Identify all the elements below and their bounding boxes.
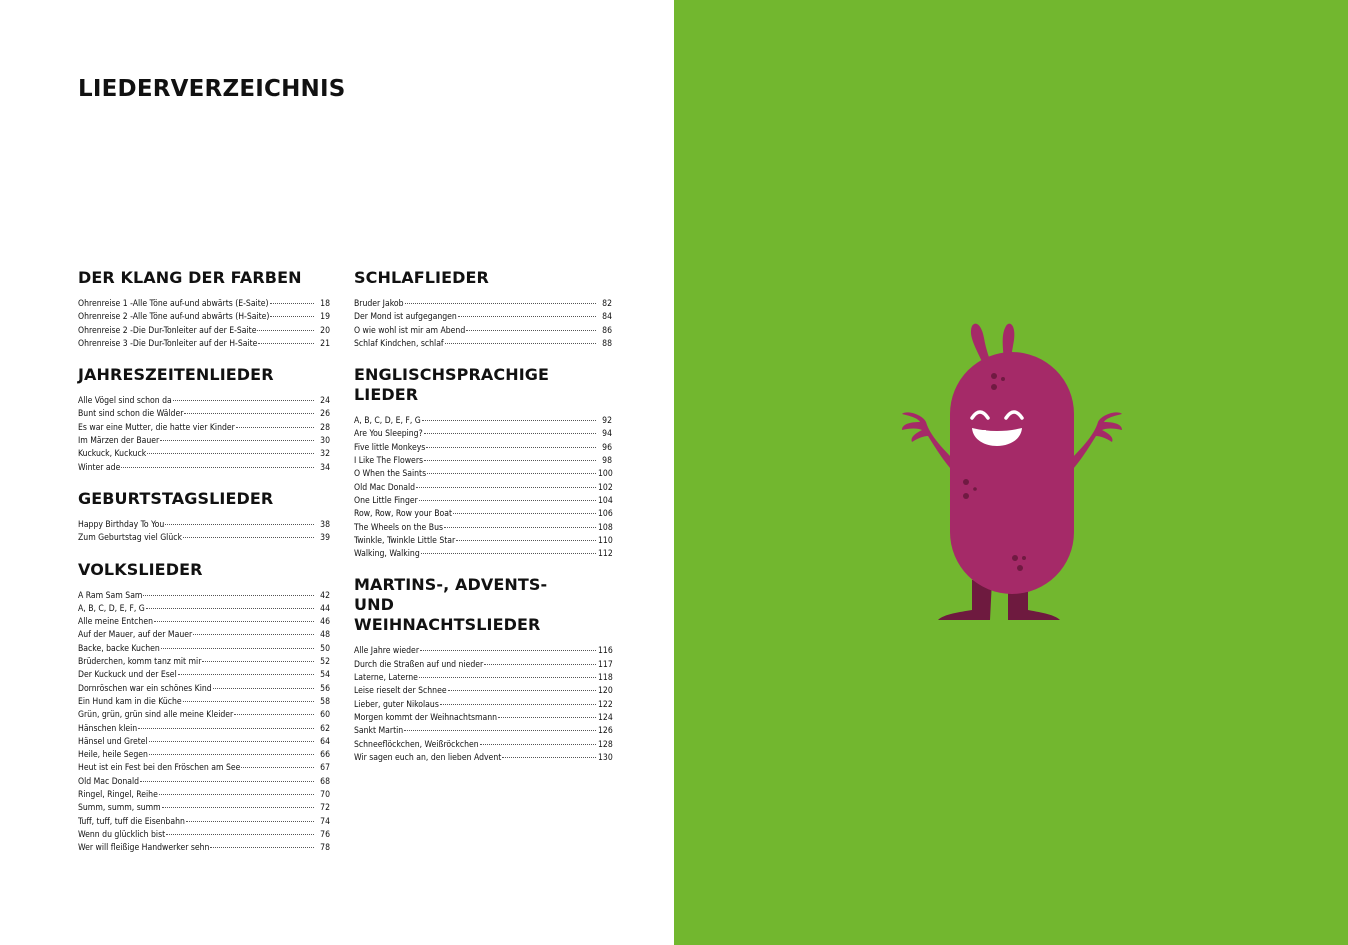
toc-entry-page: 52 (320, 657, 330, 668)
toc-entry (78, 816, 330, 829)
section-title: VOLKSLIEDER (78, 559, 203, 579)
toc-entry-page: 44 (320, 603, 330, 614)
toc-entry-title: Bruder Jakob (354, 299, 404, 309)
toc-leader-dots (160, 440, 314, 441)
toc-leader-dots (270, 316, 314, 317)
toc-leader-dots (498, 717, 596, 718)
toc-entry-title: Laterne, Laterne (354, 673, 418, 684)
toc-entry-title: Ohrenreise 2 -Alle Töne auf-und abwärts (H-Saite) (78, 312, 270, 323)
toc-entry-title: Backe, backe Kuchen (78, 643, 160, 654)
toc-entry (78, 519, 330, 532)
toc-entry-title: Morgen kommt der Weihnachtsmann (354, 712, 498, 723)
page-title: LIEDERVERZEICHNIS (78, 76, 346, 102)
monster-body (950, 352, 1074, 594)
section-title: JAHRESZEITENLIEDER (78, 365, 274, 385)
toc-entry (78, 311, 330, 324)
toc-section (354, 268, 612, 351)
toc-entry-page: 67 (320, 763, 330, 774)
toc-entry-title: Wer will fleißige Handwerker sehn (78, 843, 210, 854)
toc-entry (78, 590, 330, 603)
toc-list (354, 415, 612, 561)
toc-entry-page: 20 (320, 325, 330, 336)
toc-entry-page: 124 (598, 712, 613, 723)
toc-entry (354, 548, 612, 561)
toc-entry-title: A, B, C, D, E, F, G (354, 416, 421, 427)
toc-entry-title: Ringel, Ringel, Reihe (78, 790, 158, 801)
toc-entry-title: Tuff, tuff, tuff die Eisenbahn (78, 816, 185, 827)
toc-entry (354, 712, 612, 725)
toc-entry (78, 395, 330, 408)
toc-entry-page: 126 (598, 726, 613, 737)
toc-entry-title: Dornröschen war ein schönes Kind (78, 683, 212, 694)
toc-entry (354, 415, 612, 428)
toc-entry (78, 696, 330, 709)
toc-entry (354, 495, 612, 508)
toc-entry (354, 645, 612, 658)
toc-leader-dots (162, 807, 314, 808)
toc-entry (78, 669, 330, 682)
toc-entry (78, 723, 330, 736)
toc-leader-dots (121, 467, 314, 468)
toc-entry-page: 32 (320, 449, 330, 460)
toc-entry-title: Sankt Martin (354, 726, 404, 737)
toc-leader-dots (444, 527, 596, 528)
toc-entry-page: 66 (320, 750, 330, 761)
toc-entry-title: Wenn du glücklich bist (78, 829, 166, 840)
toc-entry (78, 789, 330, 802)
toc-leader-dots (448, 690, 596, 691)
toc-leader-dots (213, 688, 314, 689)
toc-entry-page: 86 (602, 325, 612, 336)
toc-entry-title: Wir sagen euch an, den lieben Advent (354, 752, 502, 763)
toc-list (354, 298, 612, 351)
toc-leader-dots (257, 330, 314, 331)
toc-entry (354, 298, 612, 311)
toc-entry-page: 72 (320, 803, 330, 814)
toc-entry-page: 19 (320, 312, 330, 323)
toc-entry (78, 749, 330, 762)
section-title: ENGLISCHSPRACHIGE LIEDER (354, 365, 550, 405)
toc-entry-page: 50 (320, 643, 330, 654)
toc-entry (78, 603, 330, 616)
toc-entry (78, 656, 330, 669)
toc-entry-title: Lieber, guter Nikolaus (354, 699, 439, 710)
toc-entry (78, 709, 330, 722)
toc-entry-title: A, B, C, D, E, F, G (78, 603, 145, 614)
toc-entry-page: 78 (320, 843, 330, 854)
toc-entry-page: 112 (598, 549, 613, 560)
toc-entry-page: 26 (320, 409, 330, 420)
toc-leader-dots (165, 524, 314, 525)
toc-entry (78, 776, 330, 789)
toc-entry-page: 58 (320, 696, 330, 707)
toc-leader-dots (405, 303, 596, 304)
toc-entry-title: Zum Geburtstag viel Glück (78, 533, 182, 544)
toc-entry-title: Es war eine Mutter, die hatte vier Kinder (78, 422, 235, 433)
toc-entry-title: Grün, grün, grün sind alle meine Kleider (78, 710, 234, 721)
toc-entry-title: Ohrenreise 2 -Die Dur-Tonleiter auf der E-Saite (78, 325, 257, 336)
toc-entry (78, 448, 330, 461)
toc-leader-dots (484, 664, 596, 665)
toc-entry-title: Hänschen klein (78, 723, 138, 734)
toc-leader-dots (270, 303, 314, 304)
toc-entry-title: Alle meine Entchen (78, 617, 153, 628)
toc-entry-title: Kuckuck, Kuckuck (78, 449, 147, 460)
toc-entry-page: 98 (602, 456, 612, 467)
toc-entry-title: Happy Birthday To You (78, 519, 165, 530)
toc-entry-title: Hänsel und Gretel (78, 736, 148, 747)
toc-entry-page: 110 (598, 535, 613, 546)
section-title: DER KLANG DER FARBEN (78, 268, 302, 287)
toc-entry (354, 338, 612, 351)
toc-entry (78, 325, 330, 338)
toc-column-right (354, 268, 612, 779)
toc-leader-dots (453, 513, 596, 514)
section-title: GEBURTSTAGSLIEDER (78, 488, 274, 508)
toc-entry-title: Alle Jahre wieder (354, 646, 419, 657)
toc-list (78, 519, 330, 546)
toc-entry-page: 28 (320, 422, 330, 433)
toc-leader-dots (202, 661, 314, 662)
toc-entry-page: 96 (602, 442, 612, 453)
toc-entry (78, 643, 330, 656)
toc-leader-dots (186, 821, 314, 822)
toc-leader-dots (149, 754, 314, 755)
toc-leader-dots (427, 473, 596, 474)
toc-entry-page: 46 (320, 617, 330, 628)
toc-entry (354, 482, 612, 495)
toc-entry (78, 842, 330, 855)
toc-entry-title: Schlaf Kindchen, schlaf (354, 338, 444, 349)
toc-entry-title: Ein Hund kam in die Küche (78, 696, 182, 707)
toc-leader-dots (154, 621, 314, 622)
toc-entry (354, 672, 612, 685)
toc-entry-title: Der Mond ist aufgegangen (354, 312, 457, 323)
toc-entry-page: 70 (320, 790, 330, 801)
toc-column-left (78, 268, 330, 870)
toc-entry-title: Heile, heile Segen (78, 750, 148, 761)
toc-entry (354, 428, 612, 441)
toc-entry-title: Old Mac Donald (354, 482, 416, 493)
toc-entry-title: Alle Vögel sind schon da (78, 396, 172, 407)
toc-entry-title: Ohrenreise 3 -Die Dur-Tonleiter auf der H-Saite (78, 338, 258, 349)
toc-entry-title: Old Mac Donald (78, 776, 140, 787)
toc-entry-title: Summ, summ, summ (78, 803, 161, 814)
purple-monster-illustration (900, 318, 1124, 634)
toc-entry-title: Twinkle, Twinkle Little Star (354, 535, 456, 546)
toc-entry-title: Der Kuckuck und der Esel (78, 670, 177, 681)
toc-entry-title: Auf der Mauer, auf der Mauer (78, 630, 193, 641)
toc-entry-page: 108 (598, 522, 613, 533)
toc-entry-title: One Little Finger (354, 495, 418, 506)
toc-entry-page: 64 (320, 736, 330, 747)
toc-entry (354, 442, 612, 455)
toc-entry (354, 725, 612, 738)
toc-entry-title: Walking, Walking (354, 549, 420, 560)
toc-list (78, 590, 330, 856)
toc-entry-page: 54 (320, 670, 330, 681)
toc-entry-page: 68 (320, 776, 330, 787)
toc-entry (354, 699, 612, 712)
toc-leader-dots (178, 674, 314, 675)
toc-leader-dots (173, 400, 314, 401)
toc-entry (354, 535, 612, 548)
toc-entry-title: I Like The Flowers (354, 456, 424, 467)
toc-entry-page: 128 (598, 739, 613, 750)
toc-entry-page: 30 (320, 436, 330, 447)
toc-entry (78, 422, 330, 435)
toc-entry-page: 116 (598, 646, 613, 657)
toc-entry-page: 92 (602, 416, 612, 427)
toc-entry-page: 21 (320, 338, 330, 349)
toc-section (78, 268, 330, 351)
toc-entry-page: 117 (598, 659, 613, 670)
toc-section (78, 365, 330, 475)
toc-leader-dots (161, 648, 314, 649)
toc-entry (354, 752, 612, 765)
toc-entry (78, 616, 330, 629)
toc-entry (354, 685, 612, 698)
toc-entry-page: 118 (598, 673, 613, 684)
toc-entry-page: 82 (602, 299, 612, 309)
toc-entry-title: The Wheels on the Bus (354, 522, 443, 533)
toc-leader-dots (424, 460, 596, 461)
toc-leader-dots (420, 650, 596, 651)
toc-entry-page: 100 (598, 469, 613, 480)
toc-list (354, 645, 612, 765)
toc-leader-dots (183, 701, 314, 702)
toc-leader-dots (147, 453, 314, 454)
toc-leader-dots (159, 794, 314, 795)
toc-leader-dots (258, 343, 314, 344)
toc-entry (354, 522, 612, 535)
toc-leader-dots (146, 608, 314, 609)
toc-entry-page: 122 (598, 699, 613, 710)
toc-entry (78, 435, 330, 448)
toc-leader-dots (480, 744, 596, 745)
right-page (674, 0, 1348, 945)
toc-entry-title: O When the Saints (354, 469, 427, 480)
toc-entry (78, 736, 330, 749)
toc-entry-page: 34 (320, 462, 330, 473)
toc-entry (354, 468, 612, 481)
toc-entry-page: 39 (320, 533, 330, 544)
toc-entry (78, 683, 330, 696)
toc-section (354, 575, 612, 765)
toc-entry (78, 762, 330, 775)
toc-entry-title: Row, Row, Row your Boat (354, 509, 453, 520)
toc-entry (78, 408, 330, 421)
toc-entry (78, 338, 330, 351)
toc-list (78, 298, 330, 351)
toc-leader-dots (426, 447, 596, 448)
toc-entry-page: 94 (602, 429, 612, 440)
toc-entry-page: 48 (320, 630, 330, 641)
toc-section (78, 489, 330, 546)
toc-entry (78, 532, 330, 545)
toc-leader-dots (184, 413, 314, 414)
toc-leader-dots (422, 420, 596, 421)
toc-leader-dots (138, 728, 314, 729)
toc-leader-dots (416, 487, 596, 488)
toc-entry-page: 76 (320, 829, 330, 840)
toc-entry (354, 508, 612, 521)
toc-entry-title: Heut ist ein Fest bei den Fröschen am See (78, 763, 241, 774)
toc-entry (78, 829, 330, 842)
toc-entry-page: 60 (320, 710, 330, 721)
toc-entry-title: Durch die Straßen auf und nieder (354, 659, 484, 670)
toc-leader-dots (502, 757, 596, 758)
toc-leader-dots (140, 781, 314, 782)
toc-entry-title: O wie wohl ist mir am Abend (354, 325, 466, 336)
section-title: MARTINS-, ADVENTS- UND WEIHNACHTSLIEDER (354, 575, 548, 635)
toc-entry (78, 629, 330, 642)
toc-entry (78, 298, 330, 311)
toc-entry-title: Schneeflöckchen, Weißröckchen (354, 739, 479, 750)
toc-entry-page: 56 (320, 683, 330, 694)
toc-entry (354, 325, 612, 338)
toc-entry-title: Are You Sleeping? (354, 429, 423, 440)
toc-leader-dots (143, 595, 314, 596)
toc-entry-page: 18 (320, 299, 330, 309)
toc-leader-dots (440, 704, 596, 705)
toc-entry-page: 38 (320, 519, 330, 530)
section-title: SCHLAFLIEDER (354, 268, 489, 287)
toc-leader-dots (166, 834, 314, 835)
toc-entry-page: 24 (320, 396, 330, 407)
toc-leader-dots (234, 714, 314, 715)
toc-entry (354, 659, 612, 672)
toc-leader-dots (404, 730, 596, 731)
toc-entry-title: Leise rieselt der Schnee (354, 686, 447, 697)
toc-leader-dots (456, 540, 596, 541)
toc-entry-page: 102 (598, 482, 613, 493)
toc-entry (78, 802, 330, 815)
toc-leader-dots (458, 316, 596, 317)
toc-entry-title: Winter ade (78, 462, 121, 473)
toc-leader-dots (419, 500, 596, 501)
toc-entry-page: 84 (602, 312, 612, 323)
toc-leader-dots (241, 767, 314, 768)
toc-leader-dots (183, 537, 314, 538)
toc-list (78, 395, 330, 475)
toc-entry-page: 62 (320, 723, 330, 734)
toc-leader-dots (421, 553, 596, 554)
toc-entry-title: A Ram Sam Sam (78, 590, 143, 601)
toc-entry-page: 120 (598, 686, 613, 697)
toc-entry-page: 42 (320, 590, 330, 601)
toc-entry-page: 106 (598, 509, 613, 520)
toc-entry-page: 104 (598, 495, 613, 506)
toc-leader-dots (466, 330, 596, 331)
toc-entry (354, 311, 612, 324)
toc-entry-title: Brüderchen, komm tanz mit mir (78, 657, 202, 668)
toc-section (78, 560, 330, 856)
toc-section (354, 365, 612, 561)
toc-leader-dots (424, 433, 596, 434)
toc-entry (78, 462, 330, 475)
toc-leader-dots (236, 427, 314, 428)
toc-leader-dots (419, 677, 596, 678)
toc-entry-title: Ohrenreise 1 -Alle Töne auf-und abwärts (E-Saite) (78, 299, 269, 309)
toc-entry (354, 455, 612, 468)
toc-entry-title: Bunt sind schon die Wälder (78, 409, 184, 420)
toc-leader-dots (193, 634, 314, 635)
toc-entry-title: Im Märzen der Bauer (78, 436, 160, 447)
toc-entry-page: 88 (602, 338, 612, 349)
toc-leader-dots (445, 343, 596, 344)
toc-entry-page: 130 (598, 752, 613, 763)
toc-entry-title: Five little Monkeys (354, 442, 426, 453)
toc-entry-page: 74 (320, 816, 330, 827)
toc-leader-dots (210, 847, 314, 848)
toc-leader-dots (149, 741, 314, 742)
toc-entry (354, 739, 612, 752)
